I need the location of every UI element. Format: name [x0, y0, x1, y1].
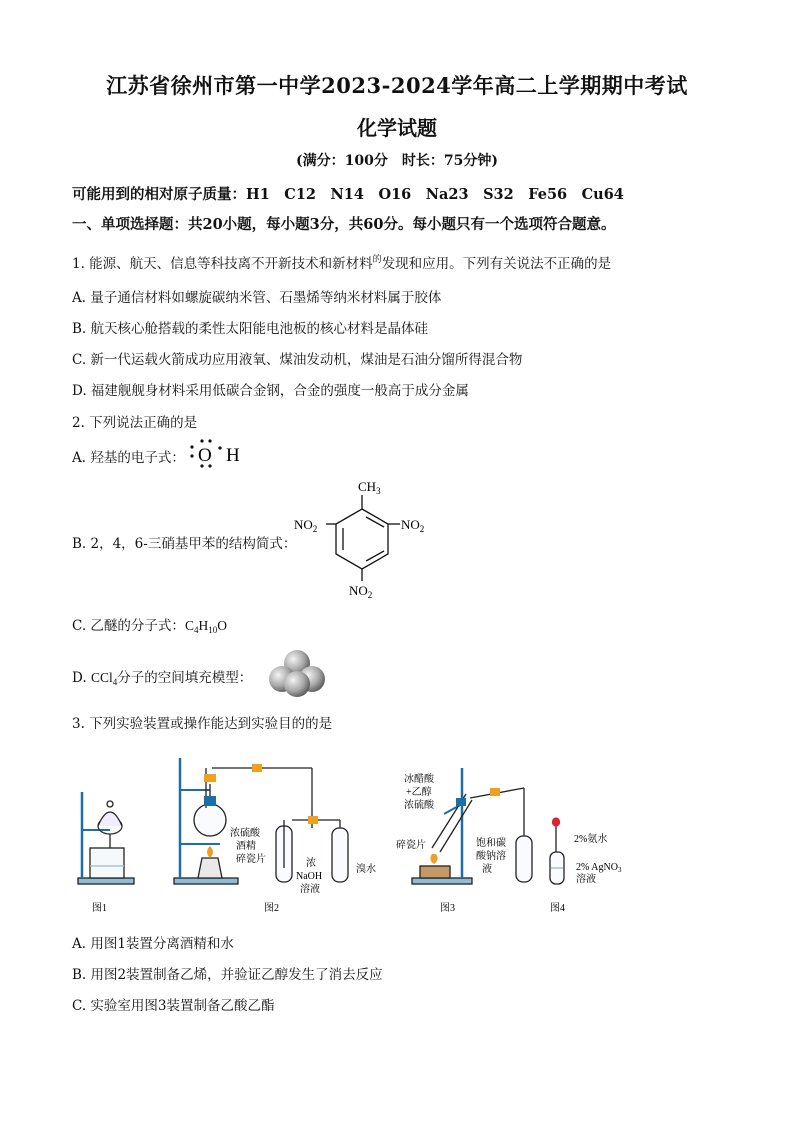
- oxygen-symbol: O: [198, 445, 212, 466]
- fig2-caption: 图2: [264, 903, 279, 914]
- fig3-reagent-2: +乙醇: [406, 787, 432, 798]
- question-1-option-b: B. 航天核心舱搭载的柔性太阳能电池板的核心材料是晶体硅: [72, 321, 429, 337]
- question-3-stem: 3. 下列实验装置或操作能达到实验目的的是: [72, 716, 333, 732]
- fig4-caption: 图4: [550, 903, 565, 914]
- q2d-label-a: D.: [72, 670, 91, 686]
- fig2-alcohol-label: 酒精: [236, 841, 256, 852]
- fig3-chips-label: 碎瓷片: [396, 840, 426, 851]
- fig3-saturated-2: 酸钠溶: [476, 851, 506, 862]
- question-2-option-c: [72, 614, 227, 635]
- fig2-naoh-label-3: 溶液: [300, 884, 320, 895]
- nitro-group-left: $NO_2$: [294, 517, 318, 534]
- exam-subtitle: 化学试题: [357, 116, 437, 140]
- ccl4-space-filling-model: [266, 648, 328, 698]
- exam-title: 江苏省徐州市第一中学2023-2024学年高二上学期期中考试: [106, 73, 688, 98]
- question-2-option-a: [72, 446, 185, 466]
- fig4-agno3-label: 2% AgNO$_3$: [576, 862, 622, 874]
- question-3-option-a: A. 用图1装置分离酒精和水: [72, 936, 234, 952]
- question-3-option-c: C. 实验室用图3装置制备乙酸乙酯: [72, 998, 275, 1014]
- q2d-label-b: 分子的空间填充模型：: [117, 670, 253, 686]
- q2b-label: B. 2，4，6-三硝基甲苯的结构简式：: [72, 536, 297, 552]
- question-1-stem: [72, 252, 611, 272]
- nitro-group-right: $NO_2$: [401, 517, 425, 534]
- question-2-option-d: [72, 666, 252, 687]
- atomic-masses: 可能用到的相对原子质量：H1 C12 N14 O16 Na23 S32 Fe56 Cu64: [72, 186, 624, 203]
- hydroxyl-electron-formula: [185, 438, 255, 470]
- question-1-option-a: A. 量子通信材料如螺旋碳纳米管、石墨烯等纳米材料属于胶体: [72, 290, 442, 306]
- diethyl-ether-formula: $C_4H_{10}O$: [184, 618, 227, 635]
- fig2-bromine-label: 溴水: [356, 864, 376, 875]
- hydrogen-symbol: H: [226, 445, 240, 466]
- question-2-stem: 2. 下列说法正确的是: [72, 415, 198, 431]
- q2c-label: C. 乙醚的分子式：: [72, 618, 185, 634]
- q1-stem-mark: 的: [372, 255, 382, 265]
- q1-stem-part-b: 发现和应用。下列有关说法不正确的是: [381, 256, 612, 272]
- fig2-chips-label: 碎瓷片: [236, 854, 266, 865]
- fig3-reagent-1: 冰醋酸: [404, 774, 434, 785]
- fig4-solution-label: 溶液: [576, 874, 596, 885]
- fig2-naoh-label-1: 浓: [306, 858, 316, 869]
- fig1-caption: 图1: [92, 903, 107, 914]
- q2a-label: A. 羟基的电子式：: [72, 450, 185, 466]
- ccl4-formula: CCl$_4$: [90, 670, 118, 687]
- fig3-caption: 图3: [440, 903, 455, 914]
- methyl-group: $CH_3$: [358, 479, 381, 496]
- fig3-saturated-1: 饱和碳: [476, 838, 506, 849]
- exam-meta: (满分：100分 时长：75分钟): [296, 153, 498, 169]
- nitro-group-bottom: $NO_2$: [349, 583, 373, 600]
- fig4-ammonia-label: 2%氨水: [574, 834, 608, 845]
- q1-stem-part-a: 1. 能源、航天、信息等科技离不开新技术和新材料: [72, 256, 373, 272]
- experiment-apparatus-figures: [70, 748, 660, 920]
- fig3-saturated-3: 液: [482, 864, 492, 875]
- question-1-option-d: D. 福建舰舰身材料采用低碳合金钢，合金的强度一般高于成分金属: [72, 383, 469, 399]
- question-1-option-c: C. 新一代运载火箭成功应用液氧、煤油发动机，煤油是石油分馏所得混合物: [72, 352, 523, 368]
- fig3-reagent-3: 浓硫酸: [404, 800, 434, 811]
- trinitrotoluene-structure: [292, 475, 452, 600]
- question-3-option-b: B. 用图2装置制备乙烯，并验证乙醇发生了消去反应: [72, 967, 383, 983]
- question-2-option-b: [72, 532, 296, 552]
- fig2-naoh-label-2: NaOH: [296, 871, 323, 882]
- fig2-acid-label: 浓硫酸: [230, 828, 260, 839]
- section-heading: 一、单项选择题：共20小题，每小题3分，共60分。每小题只有一个选项符合题意。: [72, 216, 616, 233]
